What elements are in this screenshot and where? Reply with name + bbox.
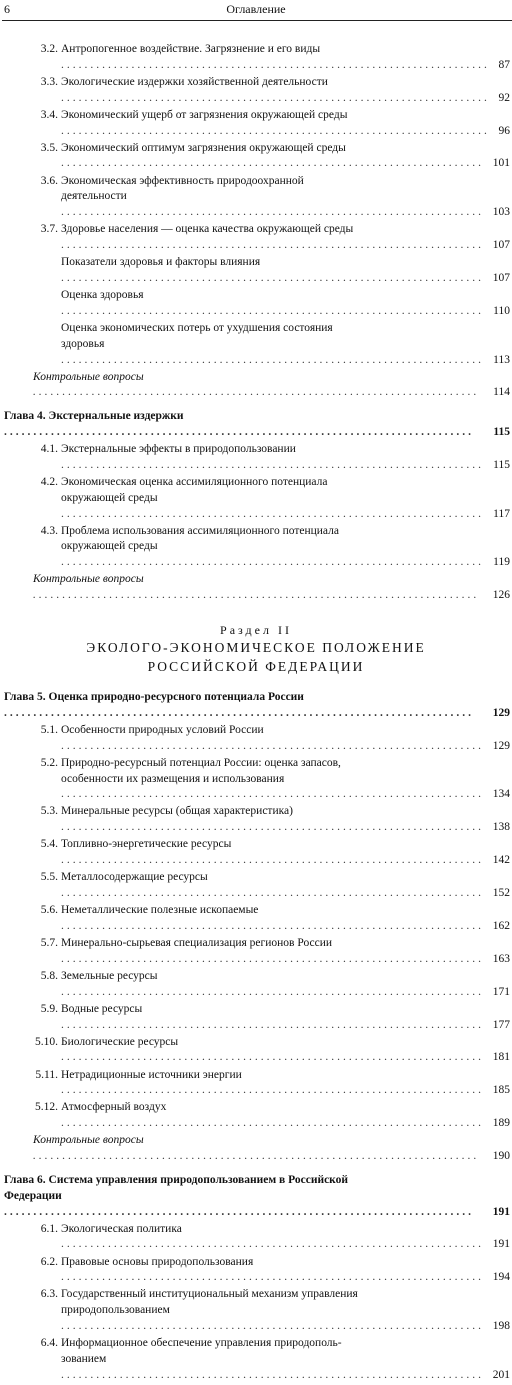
toc-entry-page: 115 bbox=[493, 426, 510, 438]
toc-entry-title-text: Экономический оптимум загрязнения окружающей среды bbox=[61, 141, 346, 154]
toc-entry-title-line bbox=[61, 189, 482, 221]
toc-entry-title-text: Экономический ущерб от загрязнения окружающей среды bbox=[61, 108, 348, 121]
table-of-contents bbox=[0, 42, 512, 1385]
toc-entry-title-line bbox=[61, 1303, 482, 1335]
toc-entry-page: 114 bbox=[493, 386, 510, 399]
toc-block-chapters-3-4 bbox=[0, 42, 512, 604]
toc-entry-title-text: Топливно-энергетические ресурсы bbox=[61, 838, 232, 851]
toc-entry-page: 110 bbox=[493, 304, 510, 317]
toc-chapter-entry bbox=[0, 690, 512, 722]
part-label: Раздел II bbox=[220, 622, 292, 637]
toc-entry-title-text: зованием bbox=[61, 1352, 107, 1365]
toc-entry-number: 5.8. bbox=[40, 969, 58, 982]
dot-leader: ........................................................................ bbox=[61, 985, 484, 998]
toc-entry-number: 3.3. bbox=[40, 75, 58, 88]
toc-entry-title-line bbox=[61, 539, 482, 571]
toc-entry-page: 103 bbox=[492, 206, 510, 219]
toc-section-entry bbox=[0, 1336, 512, 1383]
toc-section-entry bbox=[0, 1035, 512, 1067]
toc-entry-page: 126 bbox=[492, 589, 510, 602]
toc-entry-title-text: Биологические ресурсы bbox=[61, 1035, 179, 1048]
toc-entry-number: 5.3. bbox=[40, 805, 58, 818]
toc-entry-title-text: Антропогенное воздействие. Загрязнение и его виды bbox=[61, 43, 321, 55]
toc-block-chapters-5-6 bbox=[0, 690, 512, 1384]
toc-entry-title-line: Проблема использования ассимиляционного потенциала bbox=[61, 524, 339, 537]
toc-entry-number: 4.2. bbox=[40, 475, 58, 488]
toc-entry-title-text: Глава 4. Экстернальные издержки bbox=[4, 410, 184, 423]
toc-entry-title-text: Атмосферный воздух bbox=[61, 1101, 167, 1114]
toc-entry-number: 4.3. bbox=[40, 524, 58, 537]
toc-entry-page: 101 bbox=[492, 157, 510, 170]
toc-section-entry bbox=[0, 524, 512, 571]
toc-entry-title-text: Особенности природных условий России bbox=[61, 723, 264, 736]
toc-section-entry bbox=[0, 870, 512, 902]
toc-entry-page: 181 bbox=[492, 1051, 510, 1064]
toc-chapter-entry bbox=[0, 1173, 512, 1220]
page-number: 6 bbox=[4, 2, 10, 16]
toc-entry-title-text: Минерально-сырьевая специализация регионов России bbox=[61, 936, 333, 949]
dot-leader: ........................................................................ bbox=[61, 1368, 484, 1381]
toc-entry-number: 5.1. bbox=[40, 723, 58, 736]
toc-entry-title-text: Здоровье населения — оценка качества окружающей среды bbox=[61, 223, 354, 236]
toc-entry-title-text: Экологические издержки хозяйственной деятельности bbox=[61, 75, 328, 88]
toc-entry-page: 190 bbox=[492, 1150, 510, 1163]
toc-entry-title-line: Экономическая эффективность природоохранной bbox=[61, 174, 304, 187]
toc-entry-number: 6.2. bbox=[40, 1255, 58, 1268]
toc-entry-title-line bbox=[33, 1133, 482, 1165]
toc-entry-number: 4.1. bbox=[40, 443, 58, 456]
dot-leader: ................................................................................ bbox=[4, 1205, 474, 1218]
dot-leader: ........................................................................ bbox=[61, 1238, 484, 1251]
header-rule bbox=[2, 20, 512, 21]
toc-section-entry bbox=[0, 174, 512, 221]
toc-entry-title-line bbox=[61, 222, 482, 254]
toc-section-entry bbox=[0, 804, 512, 836]
toc-entry-title-line bbox=[61, 1255, 482, 1287]
dot-leader: ........................................................................ bbox=[61, 854, 484, 867]
toc-section-entry bbox=[0, 108, 512, 140]
toc-entry-title-line bbox=[61, 1002, 482, 1034]
toc-entry-page: 92 bbox=[498, 91, 510, 104]
toc-entry-title-line bbox=[61, 870, 482, 902]
toc-entry-title-text: Показатели здоровья и факторы влияния bbox=[61, 256, 261, 269]
toc-entry-page: 171 bbox=[492, 985, 510, 998]
toc-entry-title-text: Контрольные вопросы bbox=[33, 1134, 144, 1147]
toc-entry-number: 5.5. bbox=[40, 871, 58, 884]
toc-entry-number: 5.7. bbox=[40, 936, 58, 949]
toc-section-entry bbox=[0, 1287, 512, 1334]
toc-entry-page: 134 bbox=[492, 788, 510, 801]
toc-review-questions-entry bbox=[0, 370, 512, 402]
dot-leader: ........................................................................ bbox=[61, 458, 484, 471]
toc-section-entry bbox=[0, 969, 512, 1001]
toc-entry-title-line: Глава 6. Система управления природопользованием в Российской bbox=[4, 1173, 349, 1186]
toc-entry-number: 5.12. bbox=[35, 1101, 58, 1114]
toc-section-entry bbox=[0, 222, 512, 254]
toc-entry-page: 138 bbox=[492, 821, 510, 834]
toc-entry-title-line bbox=[61, 1068, 482, 1100]
toc-entry-number: 5.4. bbox=[40, 838, 58, 851]
toc-entry-title-line bbox=[61, 337, 482, 369]
dot-leader: ........................................................................ bbox=[61, 304, 484, 317]
toc-entry-title-text: здоровья bbox=[61, 337, 105, 350]
toc-entry-title-line: Государственный институциональный механизм управления bbox=[61, 1288, 358, 1301]
toc-entry-number: 3.7. bbox=[40, 223, 58, 236]
toc-entry-title-line bbox=[61, 969, 482, 1001]
toc-section-entry bbox=[0, 141, 512, 173]
toc-entry-page: 198 bbox=[492, 1319, 510, 1332]
toc-entry-number: 3.4. bbox=[40, 108, 58, 121]
toc-entry-page: 117 bbox=[493, 507, 510, 520]
toc-entry-page: 185 bbox=[492, 1084, 510, 1097]
dot-leader: ........................................................................ bbox=[61, 556, 484, 569]
dot-leader: ............................................................................ bbox=[33, 589, 480, 602]
dot-leader: ........................................................................ bbox=[61, 271, 484, 284]
toc-section-entry bbox=[0, 1068, 512, 1100]
toc-entry-number: 5.2. bbox=[40, 756, 58, 769]
toc-entry-page: 163 bbox=[492, 952, 510, 965]
toc-section-entry bbox=[0, 442, 512, 474]
toc-entry-title-line bbox=[61, 903, 482, 935]
toc-entry-title-text: Глава 5. Оценка природно-ресурсного потенциала России bbox=[4, 690, 304, 703]
toc-entry-number: 5.11. bbox=[35, 1068, 58, 1081]
dot-leader: ........................................................................ bbox=[61, 919, 484, 932]
toc-entry-title-text: окружающей среды bbox=[61, 491, 158, 504]
dot-leader: ................................................................................ bbox=[4, 706, 474, 719]
toc-entry-title-line bbox=[33, 572, 482, 604]
toc-entry-title-line bbox=[61, 108, 490, 140]
dot-leader: ........................................................................ bbox=[61, 1018, 484, 1031]
toc-entry-title-line bbox=[4, 690, 482, 722]
toc-section-entry bbox=[0, 1222, 512, 1254]
dot-leader: ........................................................................ bbox=[61, 788, 484, 801]
dot-leader: ........................................................................ bbox=[61, 952, 484, 965]
toc-entry-title-text: Водные ресурсы bbox=[61, 1002, 143, 1015]
toc-entry-page: 107 bbox=[492, 239, 510, 252]
toc-entry-title-line bbox=[61, 75, 490, 107]
toc-section-entry bbox=[0, 288, 512, 320]
toc-entry-title-line bbox=[33, 370, 482, 402]
toc-entry-title-text: Нетрадиционные источники энергии bbox=[61, 1068, 242, 1081]
dot-leader: ........................................................................ bbox=[61, 887, 484, 899]
toc-section-entry bbox=[0, 75, 512, 107]
toc-section-entry bbox=[0, 255, 512, 287]
toc-entry-title-text: Оценка здоровья bbox=[61, 289, 144, 302]
toc-entry-page: 129 bbox=[492, 706, 510, 719]
toc-entry-number: 3.2. bbox=[40, 43, 58, 55]
toc-entry-number: 6.4. bbox=[40, 1337, 58, 1350]
toc-entry-page: 194 bbox=[492, 1271, 510, 1284]
toc-entry-title-line: Информационное обеспечение управления природополь- bbox=[61, 1337, 342, 1350]
toc-section-entry bbox=[0, 1100, 512, 1132]
toc-entry-title-text: природопользованием bbox=[61, 1304, 170, 1317]
toc-entry-title-line: Экономическая оценка ассимиляционного потенциала bbox=[61, 475, 328, 488]
toc-entry-number: 6.1. bbox=[40, 1222, 58, 1235]
toc-entry-title-text: Контрольные вопросы bbox=[33, 370, 144, 383]
dot-leader: ............................................................................ bbox=[33, 386, 480, 399]
toc-entry-title-line bbox=[61, 42, 490, 74]
dot-leader: ........................................................................ bbox=[61, 1117, 484, 1130]
toc-section-entry bbox=[0, 936, 512, 968]
toc-section-entry bbox=[0, 321, 512, 368]
toc-entry-title-text: Минеральные ресурсы (общая характеристика) bbox=[61, 805, 293, 818]
toc-section-entry bbox=[0, 756, 512, 803]
toc-entry-title-text: Неметаллические полезные ископаемые bbox=[61, 904, 259, 917]
toc-entry-title-text: Металлосодержащие ресурсы bbox=[61, 871, 208, 884]
toc-entry-page: 162 bbox=[492, 919, 510, 932]
toc-entry-title-line bbox=[61, 837, 482, 869]
toc-entry-number: 5.9. bbox=[40, 1002, 58, 1015]
toc-section-entry bbox=[0, 475, 512, 522]
toc-entry-title-line bbox=[61, 1100, 482, 1132]
toc-section-entry bbox=[0, 1255, 512, 1287]
dot-leader: ........................................................................ bbox=[61, 507, 484, 520]
toc-entry-title-text: Контрольные вопросы bbox=[33, 573, 144, 586]
dot-leader: ........................................................................ bbox=[61, 239, 484, 252]
toc-entry-title-line bbox=[61, 491, 482, 523]
toc-entry-number: 5.6. bbox=[40, 904, 58, 917]
toc-entry-title-line bbox=[61, 804, 482, 836]
toc-section-entry bbox=[0, 723, 512, 755]
toc-entry-page: 107 bbox=[492, 271, 510, 284]
toc-entry-number: 6.3. bbox=[40, 1288, 58, 1301]
toc-entry-page: 152 bbox=[492, 887, 510, 899]
dot-leader: ................................................................................ bbox=[4, 426, 474, 438]
toc-entry-page: 115 bbox=[493, 458, 510, 471]
toc-entry-page: 142 bbox=[492, 854, 510, 867]
toc-entry-title-text: Федерации bbox=[4, 1189, 62, 1202]
toc-entry-page: 189 bbox=[492, 1117, 510, 1130]
dot-leader: ........................................................................ bbox=[61, 821, 484, 834]
toc-entry-page: 113 bbox=[493, 353, 510, 366]
dot-leader: ............................................................................ bbox=[33, 1150, 480, 1163]
dot-leader: ......................................................................... bbox=[61, 58, 490, 71]
toc-entry-title-text: Экстернальные эффекты в природопользовании bbox=[61, 443, 296, 456]
toc-entry-title-line bbox=[61, 288, 482, 320]
toc-entry-page: 191 bbox=[492, 1205, 510, 1218]
toc-entry-number: 3.6. bbox=[40, 174, 58, 187]
dot-leader: ......................................................................... bbox=[61, 91, 490, 104]
toc-section-entry bbox=[0, 1002, 512, 1034]
toc-entry-page: 96 bbox=[498, 124, 510, 137]
part-title-line-1: ЭКОЛОГО-ЭКОНОМИЧЕСКОЕ ПОЛОЖЕНИЕ bbox=[86, 639, 426, 655]
toc-entry-title-line bbox=[61, 1352, 482, 1384]
toc-entry-title-line bbox=[61, 141, 482, 173]
toc-entry-title-line: Природно-ресурсный потенциал России: оценка запасов, bbox=[61, 756, 341, 769]
toc-entry-title-text: Земельные ресурсы bbox=[61, 969, 158, 982]
dot-leader: ........................................................................ bbox=[61, 157, 484, 170]
dot-leader: ........................................................................ bbox=[61, 1319, 484, 1332]
dot-leader: ........................................................................ bbox=[61, 739, 484, 752]
toc-entry-title-line bbox=[61, 936, 482, 968]
toc-entry-page: 129 bbox=[492, 739, 510, 752]
toc-entry-title-text: особенности их размещения и использования bbox=[61, 772, 285, 785]
toc-chapter-entry bbox=[0, 409, 512, 441]
dot-leader: ........................................................................ bbox=[61, 1084, 484, 1097]
toc-entry-page: 201 bbox=[492, 1368, 510, 1381]
dot-leader: ......................................................................... bbox=[61, 124, 490, 137]
toc-entry-title-text: Экологическая политика bbox=[61, 1222, 182, 1235]
part-title-line-2: РОССИЙСКОЙ ФЕДЕРАЦИИ bbox=[147, 658, 365, 674]
toc-entry-number: 5.10. bbox=[35, 1035, 58, 1048]
toc-entry-title-line bbox=[61, 772, 482, 804]
toc-entry-title-line: Оценка экономических потерь от ухудшения состояния bbox=[61, 321, 333, 334]
toc-entry-number: 3.5. bbox=[40, 141, 58, 154]
toc-entry-title-line bbox=[61, 255, 482, 287]
toc-entry-title-text: окружающей среды bbox=[61, 540, 158, 553]
toc-entry-title-line bbox=[61, 1222, 482, 1254]
toc-section-entry bbox=[0, 42, 512, 74]
toc-entry-title-text: деятельности bbox=[61, 190, 127, 203]
toc-entry-title-text: Правовые основы природопользования bbox=[61, 1255, 254, 1268]
dot-leader: ........................................................................ bbox=[61, 1271, 484, 1284]
toc-entry-page: 87 bbox=[498, 58, 510, 71]
toc-entry-page: 177 bbox=[492, 1018, 510, 1031]
toc-entry-title-line bbox=[61, 723, 482, 755]
page-header bbox=[0, 2, 512, 18]
toc-review-questions-entry bbox=[0, 572, 512, 604]
toc-entry-title-line bbox=[4, 1189, 482, 1221]
page-running-title: Оглавление bbox=[226, 2, 286, 16]
toc-entry-page: 191 bbox=[492, 1238, 510, 1251]
toc-entry-title-line bbox=[61, 1035, 482, 1067]
toc-section-entry bbox=[0, 903, 512, 935]
toc-entry-title-line bbox=[61, 442, 482, 474]
dot-leader: ........................................................................ bbox=[61, 206, 484, 219]
toc-review-questions-entry bbox=[0, 1133, 512, 1165]
toc-entry-page: 119 bbox=[493, 556, 510, 569]
toc-entry-title-line bbox=[4, 409, 482, 441]
toc-section-entry bbox=[0, 837, 512, 869]
dot-leader: ........................................................................ bbox=[61, 353, 484, 366]
dot-leader: ........................................................................ bbox=[61, 1051, 484, 1064]
